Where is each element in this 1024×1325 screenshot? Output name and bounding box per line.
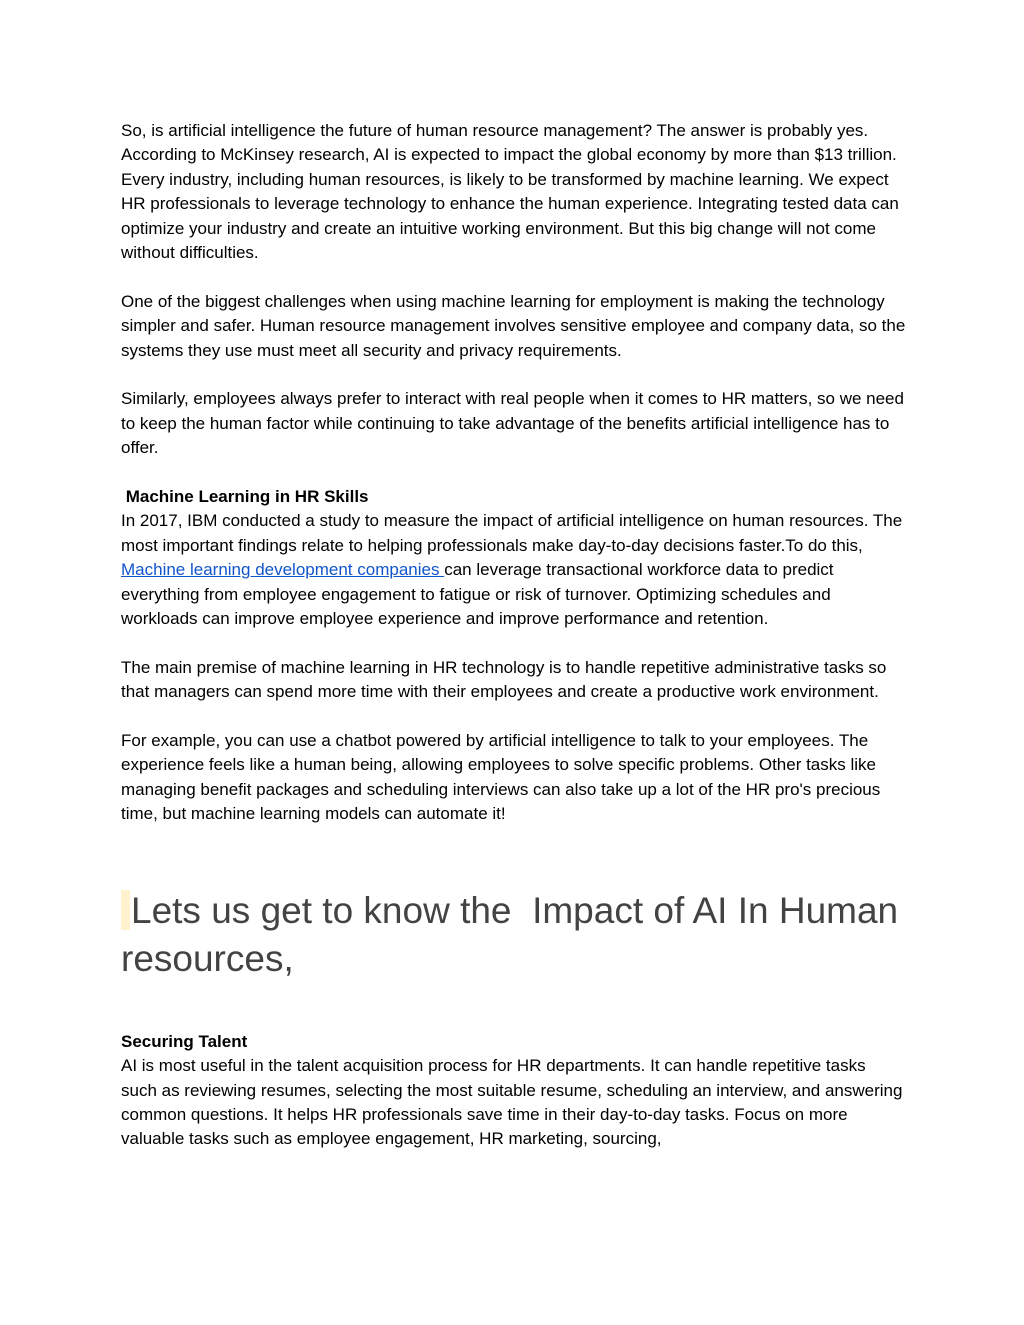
document-page (121, 119, 909, 1152)
paragraph-human-factor: Similarly, employees always prefer to interact with real people when it comes to HR matters, so we need to keep the human factor while continuing to take advantage of the benefits artificial intelligence has to offer. (121, 389, 904, 458)
ml-companies-link[interactable]: Machine learning development companies (121, 560, 445, 580)
ibm-study-text-cont: can leverage transactional workforce data to predict everything from employee engagement to fatigue or risk of turnover. Optimizing schedules and workloads can improve employee experience and improve performance and retention. (121, 560, 834, 629)
main-heading-text: Lets us get to know the Impact of AI In Human resources, (121, 889, 909, 979)
paragraph-ai-future: So, is artificial intelligence the future of human resource management? The answer is probably yes. According to McKinsey research, AI is expected to impact the global economy by more than $13 trillion. Every industry, including human resources, is likely to be transformed by machine learning. We expect HR professionals to leverage technology to enhance the human experience. Integrating tested data can optimize your industry and create an intuitive working environment. But this big change will not come without difficulties. (121, 121, 899, 263)
heading-securing-talent: Securing Talent (121, 1031, 248, 1051)
paragraph-talent-acquisition: AI is most useful in the talent acquisition process for HR departments. It can handle repetitive tasks such as reviewing resumes, selecting the most suitable resume, scheduling an interview, and answering common questions. It helps HR professionals save time in their day-to-day tasks. Focus on more valuable tasks such as employee engagement, HR marketing, sourcing, (121, 1056, 903, 1149)
heading-ml-in-hr: Machine Learning in HR Skills (121, 487, 369, 507)
paragraph-challenges: One of the biggest challenges when using machine learning for employment is making the technology simpler and safer. Human resource management involves sensitive employee and company data, so the systems they use must meet all security and privacy requirements. (121, 291, 906, 360)
ibm-study-text: In 2017, IBM conducted a study to measure the impact of artificial intelligence on human resources. The most important findings relate to helping professionals make day-to-day decisions faster.To do this, (121, 511, 903, 555)
main-heading (121, 887, 909, 983)
paragraph-main-premise: The main premise of machine learning in HR technology is to handle repetitive administrative tasks so that managers can spend more time with their employees and create a productive work environment. (121, 657, 887, 702)
highlight-marker (121, 890, 130, 930)
paragraph-ibm-study (121, 509, 906, 631)
paragraph-chatbot-example: For example, you can use a chatbot powered by artificial intelligence to talk to your employees. The experience feels like a human being, allowing employees to solve specific problems. Other tasks like managing benefit packages and scheduling interviews can also take up a lot of the HR pro's precious time, but machine learning models can automate it! (121, 731, 881, 824)
